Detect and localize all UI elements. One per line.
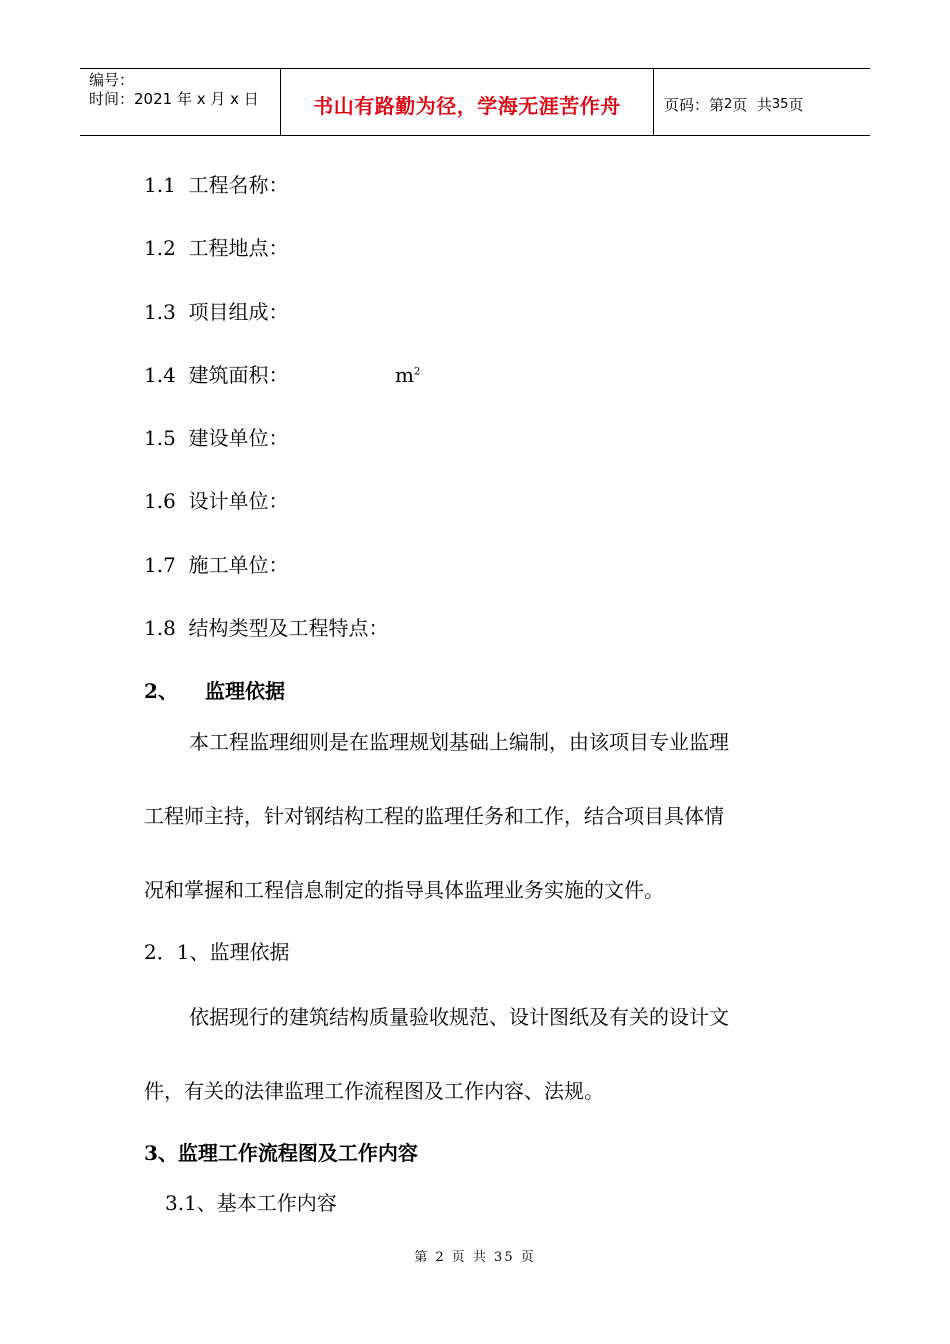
header-page-info bbox=[654, 69, 870, 135]
item-number: 1.3 bbox=[144, 300, 176, 324]
item-text: 结构类型及工程特点： bbox=[188, 616, 389, 640]
item-text: 项目组成： bbox=[188, 300, 289, 324]
item-text: 工程名称： bbox=[188, 173, 289, 197]
item-number: 1.7 bbox=[144, 553, 176, 577]
item-text: 施工单位： bbox=[188, 553, 289, 577]
section-3-1-title: 3.1、基本工作内容 bbox=[165, 1191, 337, 1215]
header-info-cell bbox=[80, 69, 281, 135]
item-number: 1.4 bbox=[144, 363, 176, 387]
section-2-1-paragraph-line: 依据现行的建筑结构质量验收规范、设计图纸及有关的设计文 bbox=[189, 1005, 729, 1029]
section-3-title: 3、监理工作流程图及工作内容 bbox=[144, 1141, 418, 1165]
section-2-number: 2、 bbox=[144, 679, 178, 703]
item-structure-type bbox=[144, 616, 389, 640]
document-time-label: 时间：2021 年 x 月 x 日 bbox=[89, 90, 259, 108]
page-footer: 第 2 页 共 35 页 bbox=[414, 1250, 536, 1265]
section-2-paragraph-line: 况和掌握和工程信息制定的指导具体监理业务实施的文件。 bbox=[144, 878, 664, 902]
page-total: 35 bbox=[771, 96, 789, 112]
item-owner-unit bbox=[144, 426, 289, 450]
page-current: 2 bbox=[724, 96, 733, 112]
item-project-location bbox=[144, 236, 289, 260]
document-number-label: 编号： bbox=[89, 71, 135, 89]
item-number: 1.5 bbox=[144, 426, 176, 450]
item-number: 1.8 bbox=[144, 616, 176, 640]
item-text: 建筑面积： bbox=[188, 363, 289, 387]
item-project-composition bbox=[144, 300, 289, 324]
item-project-name bbox=[144, 173, 289, 197]
page-header bbox=[80, 68, 870, 136]
item-construction-unit bbox=[144, 553, 289, 577]
item-text: 工程地点： bbox=[188, 236, 289, 260]
area-unit-base: m bbox=[395, 363, 414, 387]
area-unit-superscript: 2 bbox=[413, 366, 421, 378]
header-motto: 书山有路勤为径，学海无涯苦作舟 bbox=[281, 69, 654, 135]
item-number: 1.6 bbox=[144, 489, 176, 513]
page-mid-label: 页 共 bbox=[732, 95, 772, 114]
page-label: 页码：第 bbox=[664, 95, 725, 114]
item-design-unit bbox=[144, 489, 289, 513]
item-number: 1.2 bbox=[144, 236, 176, 260]
section-2-paragraph-line: 工程师主持，针对钢结构工程的监理任务和工作，结合项目具体情 bbox=[144, 804, 724, 828]
section-2-paragraph-line: 本工程监理细则是在监理规划基础上编制，由该项目专业监理 bbox=[189, 730, 729, 754]
item-number: 1.1 bbox=[144, 173, 176, 197]
section-2-1-paragraph-line: 件，有关的法律监理工作流程图及工作内容、法规。 bbox=[144, 1079, 604, 1103]
page-end-label: 页 bbox=[788, 95, 804, 114]
item-text: 设计单位： bbox=[188, 489, 289, 513]
area-unit bbox=[395, 363, 420, 387]
section-2-title: 监理依据 bbox=[205, 679, 285, 703]
section-2-1-title: 2．1、监理依据 bbox=[144, 940, 290, 964]
item-building-area bbox=[144, 363, 289, 387]
item-text: 建设单位： bbox=[188, 426, 289, 450]
